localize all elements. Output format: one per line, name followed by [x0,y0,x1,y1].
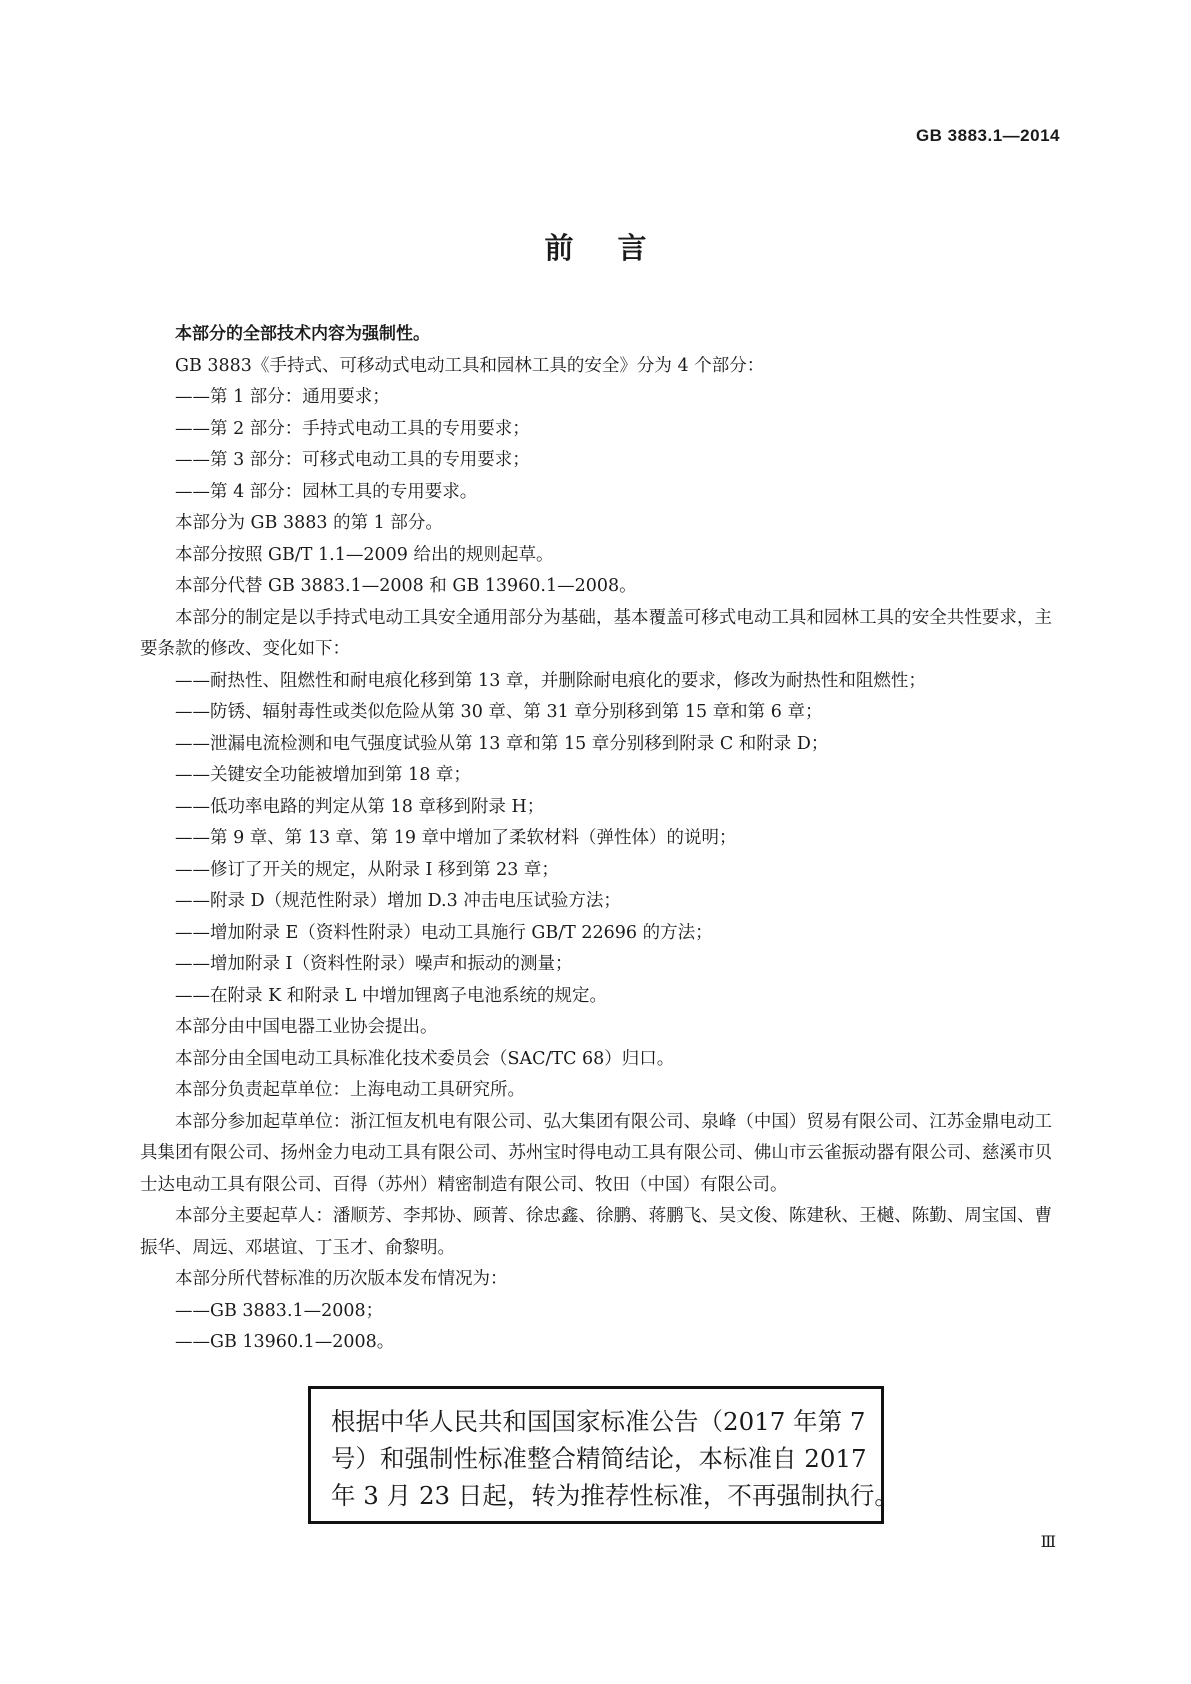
paragraph-main-drafters: 本部分主要起草人：潘顺芳、李邦协、顾菁、徐忠鑫、徐鹏、蒋鹏飞、吴文俊、陈建秋、王樾、陈勤、周宝国、曹振华、周远、邓堪谊、丁玉才、俞黎明。 [140,1206,1052,1258]
list-item-change: ——增加附录 E（资料性附录）电动工具施行 GB/T 22696 的方法； [175,922,713,943]
notice-line: 根据中华人民共和国国家标准公告（2017 年第 7 [331,1407,866,1436]
paragraph-previous-editions: 本部分所代替标准的历次版本发布情况为： [175,1269,508,1289]
list-item-change: ——修订了开关的规定，从附录 I 移到第 23 章； [175,859,559,880]
status-notice-box [308,1386,899,1524]
paragraph-participating-units: 本部分参加起草单位：浙江恒友机电有限公司、弘大集团有限公司、泉峰（中国）贸易有限公司、江苏金鼎电动工具集团有限公司、扬州金力电动工具有限公司、苏州宝时得电动工具有限公司、佛山市云雀振动器有限公司、慈溪市贝士达电动工具有限公司、百得（苏州）精密制造有限公司、牧田（中国）有限公司。 [140,1111,1052,1195]
standard-number: GB 3883.1—2014 [915,126,1060,145]
list-item-change: ——第 9 章、第 13 章、第 19 章中增加了柔软材料（弹性体）的说明； [175,828,737,848]
list-item-change: ——低功率电路的判定从第 18 章移到附录 H； [175,796,545,817]
list-item-part-4: ——第 4 部分：园林工具的专用要求。 [175,481,478,502]
notice-line: 年 3 月 23 日起，转为推荐性标准，不再强制执行。 [331,1481,899,1510]
list-item-part-3: ——第 3 部分：可移式电动工具的专用要求； [175,450,530,470]
paragraph-changes-intro: 本部分的制定是以手持式电动工具安全通用部分为基础，基本覆盖可移式电动工具和园林工具的安全共性要求，主要条款的修改、变化如下： [140,607,1052,659]
list-item-change: ——防锈、辐射毒性或类似危险从第 30 章、第 31 章分别移到第 15 章和第 6 章； [175,702,823,722]
paragraph-mandatory-statement: 本部分的全部技术内容为强制性。 [175,324,430,344]
paragraph-drafting-unit: 本部分负责起草单位：上海电动工具研究所。 [175,1080,525,1100]
page-title: 前言 [544,231,691,265]
page-number: Ⅲ [1040,1532,1056,1551]
list-item-previous-edition: ——GB 13960.1—2008。 [175,1332,395,1352]
list-item-change: ——关键安全功能被增加到第 18 章； [175,765,471,785]
list-item-part-2: ——第 2 部分：手持式电动工具的专用要求； [175,418,530,439]
paragraph-proposed-by: 本部分由中国电器工业协会提出。 [175,1017,438,1037]
notice-line: 号）和强制性标准整合精简结论，本标准自 2017 [331,1444,867,1473]
foreword-body [140,319,1052,1359]
paragraph-replaces: 本部分代替 GB 3883.1—2008 和 GB 13960.1—2008。 [175,576,637,596]
paragraph-part-number: 本部分为 GB 3883 的第 1 部分。 [175,513,443,533]
list-item-change: ——在附录 K 和附录 L 中增加锂离子电池系统的规定。 [175,985,607,1006]
list-item-change: ——泄漏电流检测和电气强度试验从第 13 章和第 15 章分别移到附录 C 和附录 D； [175,733,829,754]
paragraph-under-jurisdiction: 本部分由全国电动工具标准化技术委员会（SAC/TC 68）归口。 [175,1048,675,1069]
list-item-change: ——附录 D（规范性附录）增加 D.3 冲击电压试验方法； [175,891,621,911]
list-item-previous-edition: ——GB 3883.1—2008； [175,1300,384,1321]
list-item-change: ——耐热性、阻燃性和耐电痕化移到第 13 章，并删除耐电痕化的要求，修改为耐热性和阻燃性； [175,670,926,691]
paragraph-drafting-rules: 本部分按照 GB/T 1.1—2009 给出的规则起草。 [175,544,554,565]
list-item-part-1: ——第 1 部分：通用要求； [175,387,390,407]
list-item-change: ——增加附录 I（资料性附录）噪声和振动的测量； [175,954,573,974]
paragraph-parts-intro: GB 3883《手持式、可移动式电动工具和园林工具的安全》分为 4 个部分： [175,355,765,376]
